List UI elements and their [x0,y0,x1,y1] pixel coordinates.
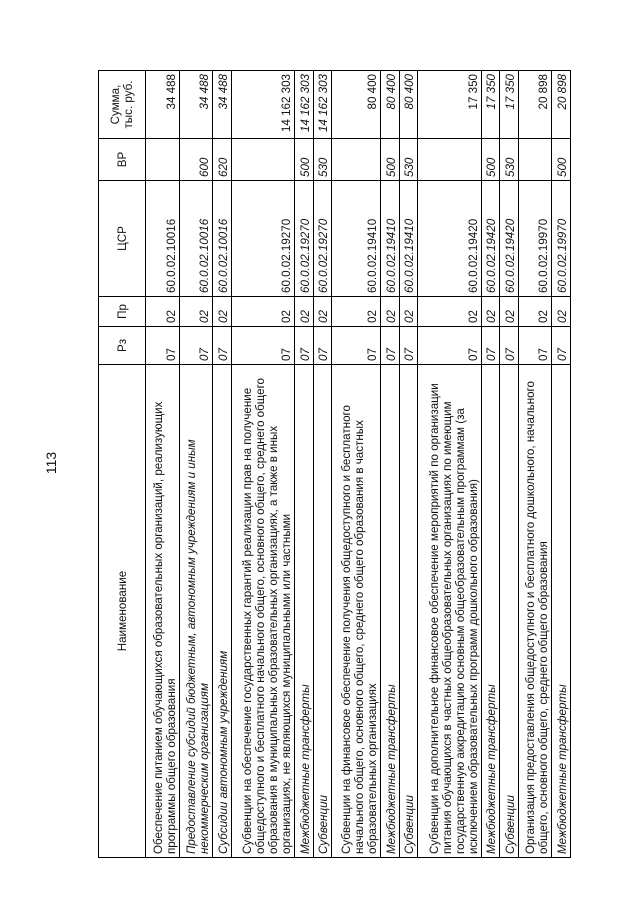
table-row [418,71,482,858]
table-row [332,71,381,858]
cell-pr: 02 [179,297,213,327]
cell-csr: 60.0.02.19410 [332,181,381,297]
cell-pr: 02 [231,297,295,327]
cell-name: Субвенции на финансовое обеспечение получения общедоступного и бесплатного начального общего, основного общего, среднего общего образования в частных образовательных организациях [332,365,381,858]
cell-rz: 07 [500,327,519,365]
cell-vr: 530 [313,139,332,181]
cell-name: Субвенции [399,365,418,858]
cell-vr: 530 [399,139,418,181]
cell-csr: 60.0.02.19410 [381,181,400,297]
cell-pr: 02 [332,297,381,327]
cell-csr: 60.0.02.19410 [399,181,418,297]
cell-vr: 500 [381,139,400,181]
table-row [231,71,295,858]
header-rz: Рз [99,327,146,365]
cell-pr: 02 [552,297,571,327]
cell-sum: 14 162 303 [295,71,314,139]
header-name: Наименование [99,365,146,858]
cell-csr: 60.0.02.19420 [418,181,482,297]
cell-pr: 02 [481,297,500,327]
cell-rz: 07 [313,327,332,365]
table-row [481,71,500,858]
cell-csr: 60.0.02.19270 [313,181,332,297]
cell-pr: 02 [518,297,552,327]
cell-csr: 60.0.02.19420 [481,181,500,297]
cell-csr: 60.0.02.19270 [231,181,295,297]
cell-name: Субсидии автономным учреждениям [213,365,232,858]
cell-name: Субвенции на дополнительное финансовое обеспечение мероприятий по организации питания обучающихся в частных общеобразовательных организациях по имеющим государственную аккредитацию основным общеобразовательным программам (за исключением образовательных программ дошкольного образования) [418,365,482,858]
cell-sum: 34 488 [179,71,213,139]
cell-sum: 80 400 [332,71,381,139]
cell-sum: 14 162 303 [313,71,332,139]
cell-sum: 20 898 [518,71,552,139]
cell-csr: 60.0.02.19270 [295,181,314,297]
budget-table-container [98,71,571,858]
cell-csr: 60.0.02.10016 [213,181,232,297]
cell-vr: 620 [213,139,232,181]
cell-sum: 17 350 [481,71,500,139]
cell-name: Предоставление субсидий бюджетным, автономным учреждениям и иным некоммерческим организациям [179,365,213,858]
cell-rz: 07 [552,327,571,365]
cell-pr: 02 [313,297,332,327]
table-row [518,71,552,858]
cell-sum: 80 400 [381,71,400,139]
cell-name: Субвенции на обеспечение государственных гарантий реализации прав на получение общедоступного и бесплатного начального общего, основного общего, среднего общего образования в муниципальных образовательных организациях, а также в иных организациях, не являющихся муниципальными или частными [231,365,295,858]
cell-pr: 02 [381,297,400,327]
table-row [179,71,213,858]
cell-sum: 17 350 [418,71,482,139]
cell-pr: 02 [146,297,180,327]
header-vr: ВР [99,139,146,181]
cell-rz: 07 [213,327,232,365]
table-row [399,71,418,858]
cell-vr [231,139,295,181]
table-row [213,71,232,858]
cell-rz: 07 [381,327,400,365]
cell-sum: 17 350 [500,71,519,139]
cell-vr: 500 [295,139,314,181]
cell-vr [518,139,552,181]
table-row [313,71,332,858]
cell-csr: 60.0.02.10016 [146,181,180,297]
table-row [552,71,571,858]
cell-rz: 07 [179,327,213,365]
cell-name: Организация предоставления общедоступного и бесплатного дошкольного, начального общего, основного общего, среднего общего образования [518,365,552,858]
cell-pr: 02 [295,297,314,327]
cell-rz: 07 [295,327,314,365]
cell-sum: 34 488 [146,71,180,139]
cell-pr: 02 [399,297,418,327]
table-header-row [99,71,146,858]
cell-vr: 500 [552,139,571,181]
cell-vr [146,139,180,181]
budget-table [98,70,571,858]
cell-pr: 02 [418,297,482,327]
cell-vr [332,139,381,181]
cell-sum: 80 400 [399,71,418,139]
cell-vr [418,139,482,181]
table-row [381,71,400,858]
cell-rz: 07 [481,327,500,365]
cell-vr: 500 [481,139,500,181]
cell-rz: 07 [231,327,295,365]
cell-name: Обеспечение питанием обучающихся образовательных организаций, реализующих программы общего образования [146,365,180,858]
cell-pr: 02 [500,297,519,327]
cell-vr: 530 [500,139,519,181]
cell-rz: 07 [332,327,381,365]
table-row [500,71,519,858]
cell-csr: 60.0.02.19970 [552,181,571,297]
cell-csr: 60.0.02.19420 [500,181,519,297]
cell-name: Субвенции [313,365,332,858]
header-sum: Сумма, тыс. руб. [99,71,146,139]
cell-name: Субвенции [500,365,519,858]
cell-rz: 07 [399,327,418,365]
page-number: 113 [43,451,60,475]
cell-sum: 14 162 303 [231,71,295,139]
cell-csr: 60.0.02.19970 [518,181,552,297]
cell-name: Межбюджетные трансферты [552,365,571,858]
cell-sum: 34 488 [213,71,232,139]
cell-pr: 02 [213,297,232,327]
cell-name: Межбюджетные трансферты [481,365,500,858]
table-row [295,71,314,858]
cell-rz: 07 [418,327,482,365]
table-row [146,71,180,858]
cell-vr: 600 [179,139,213,181]
header-csr: ЦСР [99,181,146,297]
cell-rz: 07 [518,327,552,365]
cell-rz: 07 [146,327,180,365]
cell-name: Межбюджетные трансферты [381,365,400,858]
header-pr: Пр [99,297,146,327]
cell-csr: 60.0.02.10016 [179,181,213,297]
cell-sum: 20 898 [552,71,571,139]
cell-name: Межбюджетные трансферты [295,365,314,858]
